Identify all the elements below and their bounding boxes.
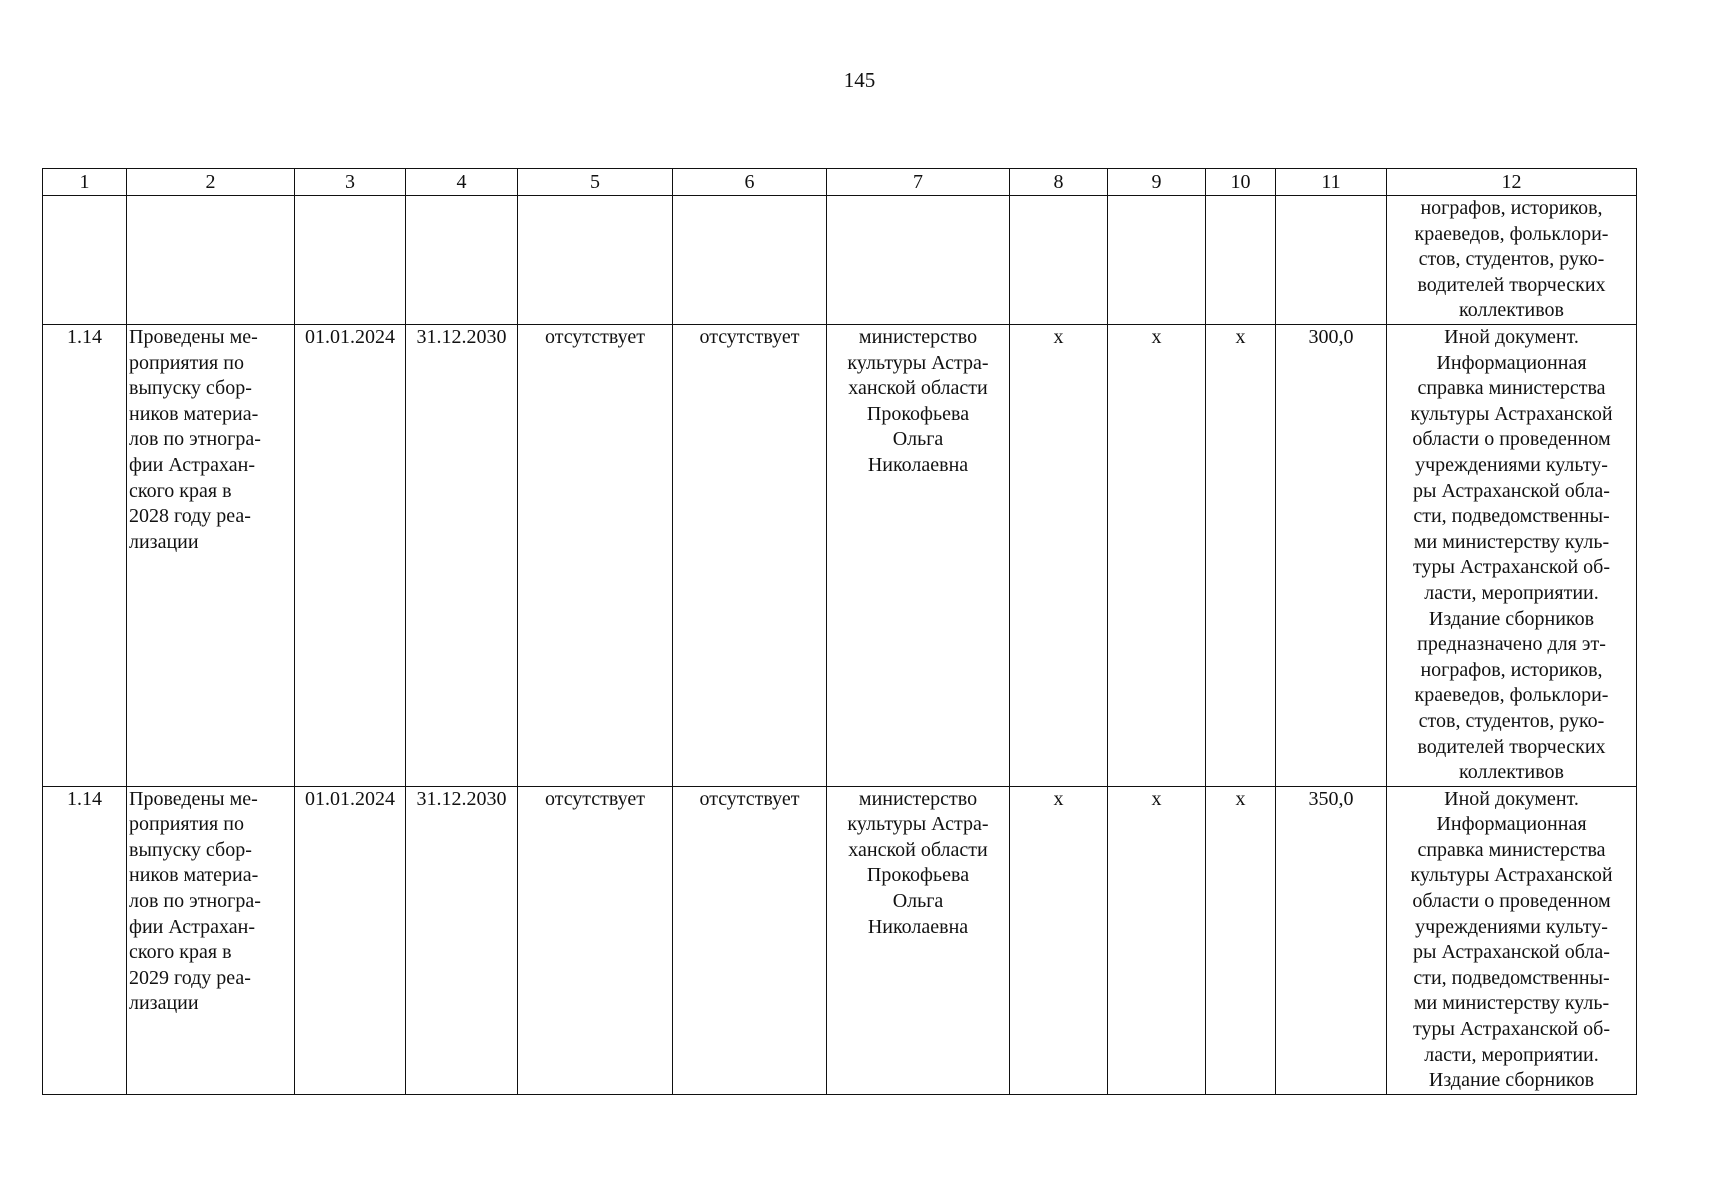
cell-start-date <box>295 196 406 325</box>
cell-col5 <box>518 196 673 325</box>
cell-start-date: 01.01.2024 <box>295 786 406 1094</box>
cell-amount: 350,0 <box>1276 786 1387 1094</box>
cell-document: нографов, историков, краеведов, фольклори- стов, студентов, руко- водителей творческих коллективов <box>1387 196 1637 325</box>
cell-responsible <box>827 196 1010 325</box>
column-header-3: 3 <box>295 169 406 196</box>
plan-table <box>42 168 1637 1095</box>
table-row <box>43 325 1637 787</box>
cell-col9: х <box>1108 325 1206 787</box>
column-header-1: 1 <box>43 169 127 196</box>
column-number-row <box>43 169 1637 196</box>
cell-col6: отсутствует <box>673 786 827 1094</box>
cell-col8: х <box>1010 786 1108 1094</box>
column-header-5: 5 <box>518 169 673 196</box>
cell-col10: х <box>1206 325 1276 787</box>
cell-document: Иной документ. Информационная справка министерства культуры Астраханской области о проведенном учреждениями культу- ры Астраханской обла- сти, подведомственны- ми министерству куль- туры Астраханской об- ласти, мероприятии. Издание сборников предназначено для эт- нографов, историков, краеведов, фольклори- стов, студентов, руко- водителей творческих коллективов <box>1387 325 1637 787</box>
cell-col6: отсутствует <box>673 325 827 787</box>
cell-col9: х <box>1108 786 1206 1094</box>
column-header-2: 2 <box>127 169 295 196</box>
cell-number <box>43 196 127 325</box>
column-header-4: 4 <box>406 169 518 196</box>
cell-col8 <box>1010 196 1108 325</box>
cell-col8: х <box>1010 325 1108 787</box>
cell-end-date: 31.12.2030 <box>406 325 518 787</box>
cell-start-date: 01.01.2024 <box>295 325 406 787</box>
cell-end-date <box>406 196 518 325</box>
column-header-8: 8 <box>1010 169 1108 196</box>
cell-col10 <box>1206 196 1276 325</box>
cell-result: Проведены ме- роприятия по выпуску сбор- ников материа- лов по этногра- фии Астрахан- ского края в 2029 году реа- лизации <box>127 786 295 1094</box>
cell-number: 1.14 <box>43 786 127 1094</box>
column-header-10: 10 <box>1206 169 1276 196</box>
cell-result <box>127 196 295 325</box>
cell-document: Иной документ. Информационная справка министерства культуры Астраханской области о проведенном учреждениями культу- ры Астраханской обла- сти, подведомственны- ми министерству куль- туры Астраханской об- ласти, мероприятии. Издание сборников <box>1387 786 1637 1094</box>
cell-number: 1.14 <box>43 325 127 787</box>
column-header-12: 12 <box>1387 169 1637 196</box>
cell-col10: х <box>1206 786 1276 1094</box>
cell-responsible: министерство культуры Астра- ханской области Прокофьева Ольга Николаевна <box>827 325 1010 787</box>
cell-col5: отсутствует <box>518 786 673 1094</box>
cell-col9 <box>1108 196 1206 325</box>
page-number: 145 <box>843 68 876 92</box>
cell-col6 <box>673 196 827 325</box>
column-header-7: 7 <box>827 169 1010 196</box>
cell-amount <box>1276 196 1387 325</box>
cell-end-date: 31.12.2030 <box>406 786 518 1094</box>
cell-col5: отсутствует <box>518 325 673 787</box>
column-header-6: 6 <box>673 169 827 196</box>
table-row-continuation <box>43 196 1637 325</box>
cell-responsible: министерство культуры Астра- ханской области Прокофьева Ольга Николаевна <box>827 786 1010 1094</box>
cell-result: Проведены ме- роприятия по выпуску сбор- ников материа- лов по этногра- фии Астрахан- ского края в 2028 году реа- лизации <box>127 325 295 787</box>
column-header-9: 9 <box>1108 169 1206 196</box>
column-header-11: 11 <box>1276 169 1387 196</box>
table-row <box>43 786 1637 1094</box>
cell-amount: 300,0 <box>1276 325 1387 787</box>
